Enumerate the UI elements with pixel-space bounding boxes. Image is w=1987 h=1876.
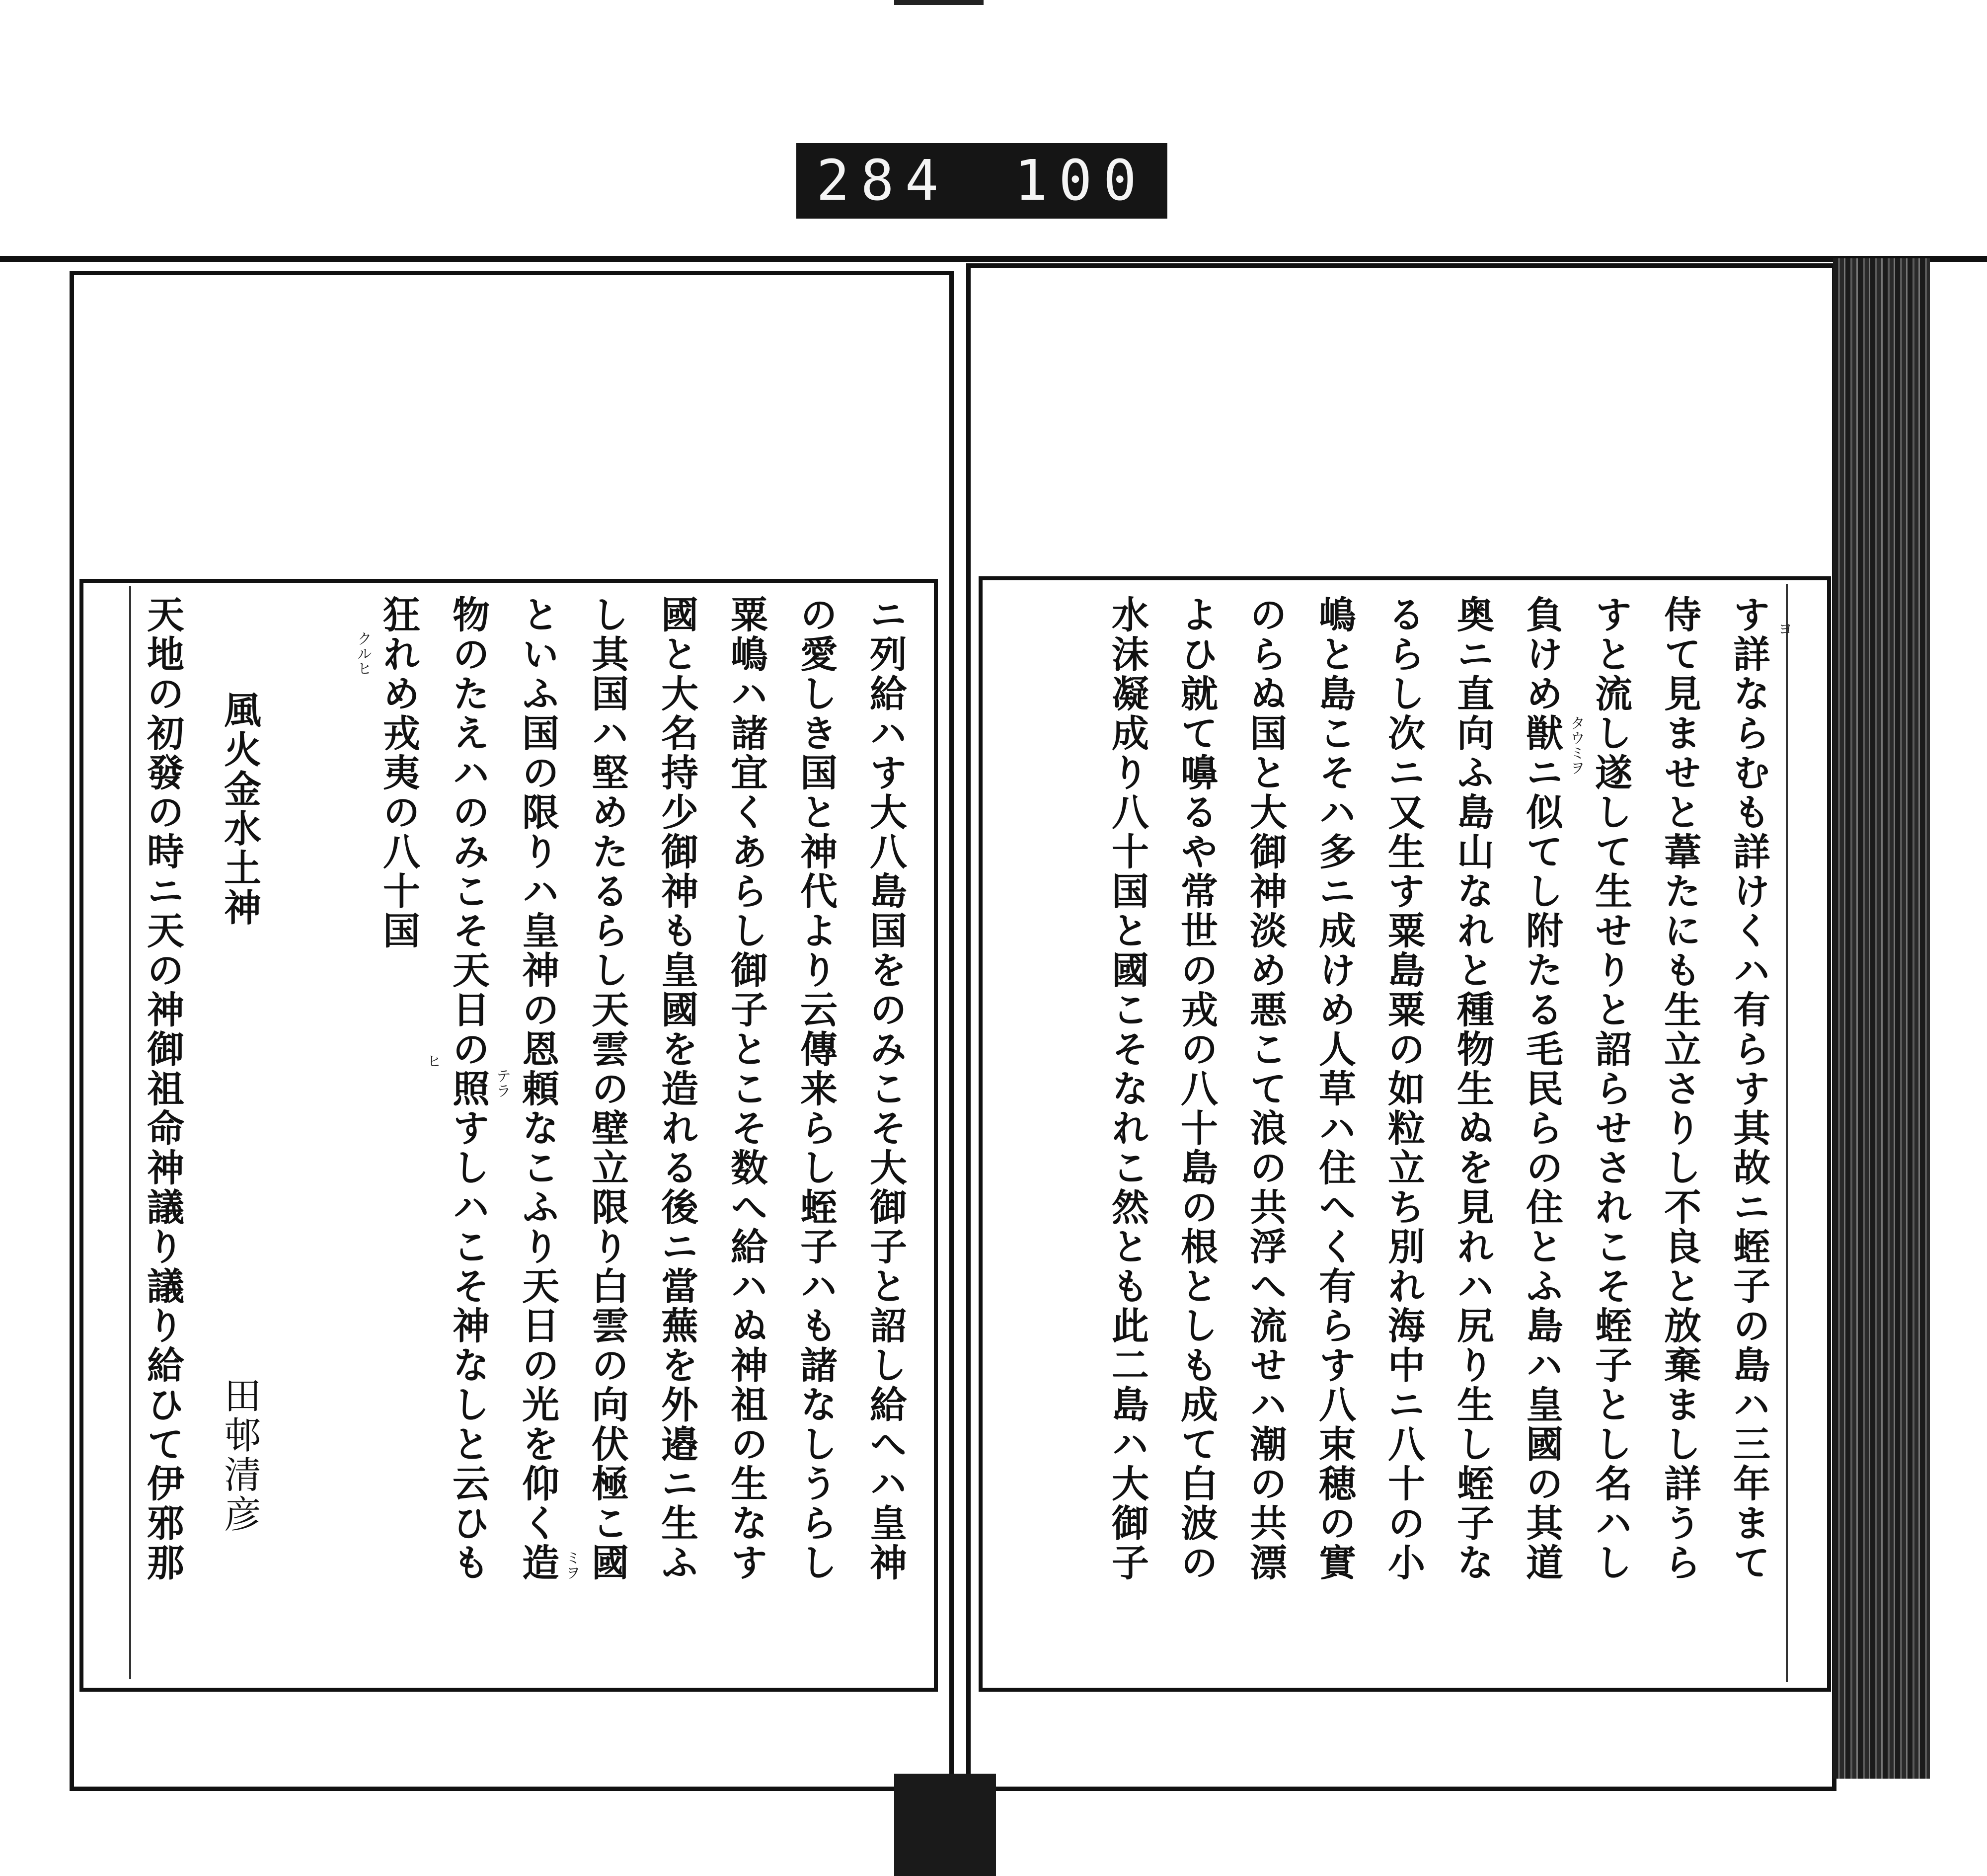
text-column: 嶋と島こそハ多ニ成けめ人草ハ住へく有らす八束穂の實 <box>1313 595 1357 1583</box>
frame-number-left: 284 <box>816 149 950 213</box>
text-column: 國と大名持少御神も皇國を造れる後ニ當蕪を外邉ニ生ふ <box>655 595 699 1583</box>
text-column: す詳ならむも詳けくハ有らす其故ニ蛭子の島ハ三年まて <box>1727 595 1771 1583</box>
text-column: るらし次ニ又生す粟島粟の如粒立ち別れ海中ニ八十の小 <box>1382 595 1426 1583</box>
text-column: 侍て見ませと葦たにも生立さりし不良と放棄まし詳うら <box>1658 595 1702 1583</box>
poem-first-line: 天地の初發の時ニ天の神御祖命神議り議り給ひて伊邪那 <box>141 595 185 1583</box>
poem-title: 風火金水土神 <box>218 691 262 928</box>
ruby-annotation: クルヒ <box>354 631 372 676</box>
left-inner-rule <box>129 586 131 1679</box>
book-page-edges <box>1833 258 1930 1779</box>
text-column: し其国ハ堅めたるらし天雲の壁立限り白雲の向伏極こ國 <box>586 595 629 1583</box>
ruby-annotation: テラ <box>493 1068 511 1098</box>
text-column: の愛しき国と神代より云傳来らし蛭子ハも諸なしうらし <box>794 595 838 1583</box>
right-inner-rule <box>1786 584 1788 1682</box>
text-column: 負けめ獣ニ似てし附たる毛民らの住とふ島ハ皇國の其道 <box>1520 595 1564 1583</box>
ruby-annotation: ヒ <box>424 1053 441 1068</box>
text-column: 狂れめ戎夷の八十国 <box>377 595 421 951</box>
text-column: 物のたえハのみこそ天日の照すしハこそ神なしと云ひも <box>447 595 490 1583</box>
text-column: すと流し遂して生せりと詔らせされこそ蛭子とし名ハし <box>1589 595 1633 1583</box>
text-column: 水沫凝成り八十国と國こそなれこ然とも此二島ハ大御子 <box>1106 595 1149 1583</box>
text-column: 粟嶋ハ諸宜くあらし御子とこそ数へ給ハぬ神祖の生なす <box>725 595 768 1583</box>
text-column: よひ就て嚊るや常世の戎の八十島の根としも成て白波の <box>1175 595 1219 1583</box>
ruby-annotation: ヨ <box>1775 621 1792 636</box>
ruby-annotation: ミヲ <box>563 1550 580 1580</box>
frame-number-label <box>796 143 1167 219</box>
text-column: 奥ニ直向ふ島山なれと種物生ぬを見れハ尻り生し蛭子な <box>1451 595 1495 1583</box>
text-column: のらぬ国と大御神淡め悪こて浪の共浮へ流せハ潮の共漂 <box>1244 595 1288 1583</box>
scanner-bar <box>0 256 1987 262</box>
text-column: といふ国の限りハ皇神の恩頼なこふり天日の光を仰く造 <box>516 595 560 1583</box>
frame-number-right: 100 <box>1014 149 1147 213</box>
binding-gutter <box>894 1774 996 1876</box>
author-name: 田邨清彦 <box>218 1376 262 1534</box>
text-column: ニ列給ハす大八島国をのみこそ大御子と詔し給へハ皇神 <box>864 595 908 1583</box>
ruby-annotation: タウミヲ <box>1567 715 1585 775</box>
top-edge-mark <box>894 0 984 5</box>
